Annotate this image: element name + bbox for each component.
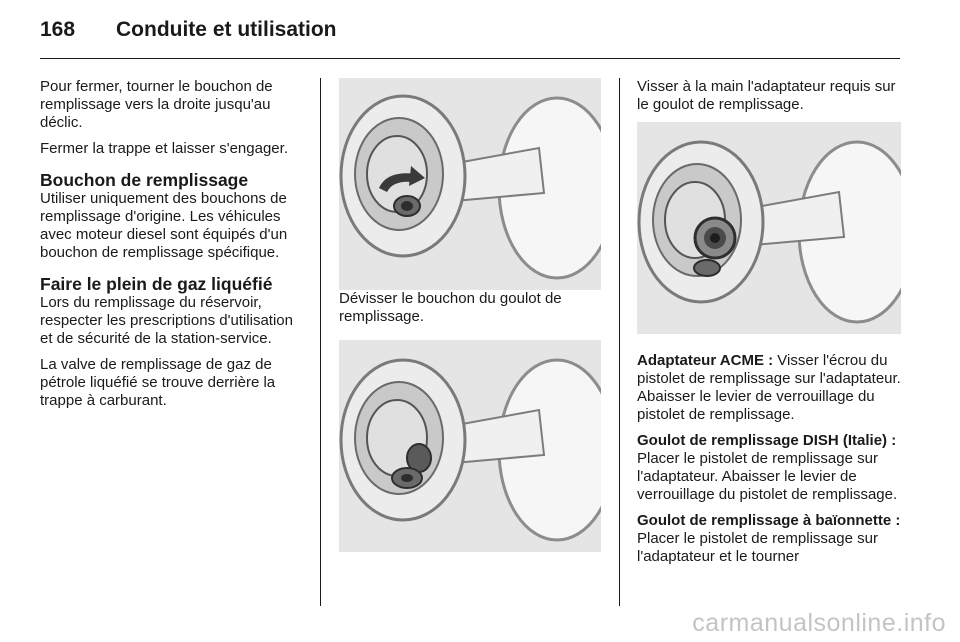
column-1 <box>40 78 306 418</box>
paragraph-fuel-cap: Utiliser uniquement des bouchons de remplissage d'origine. Les véhicules avec moteur diesel sont équipés d'un bouchon de remplissage spécifique. <box>40 190 288 261</box>
paragraph-acme <box>637 352 901 424</box>
adapter-illustration <box>637 122 901 334</box>
column-divider-left <box>320 78 321 606</box>
paragraph-lpg-safety: Lors du remplissage du réservoir, respecter les prescriptions d'utilisation et de sécurité de la station-service. <box>40 294 293 347</box>
paragraph-close-flap: Fermer la trappe et laisser s'engager. <box>40 140 288 157</box>
figure-lpg-valve <box>339 340 601 552</box>
paragraph-dish <box>637 432 901 504</box>
heading-lpg-refuel: Faire le plein de gaz liquéfié <box>40 274 273 294</box>
text-bayonet: Placer le pistolet de remplissage sur l'adaptateur et le tourner <box>637 530 878 565</box>
figure-adapter <box>637 122 901 334</box>
page-number: 168 <box>40 18 76 41</box>
label-dish: Goulot de remplissage DISH (Italie) : <box>637 432 897 449</box>
column-3 <box>637 78 901 574</box>
figure-unscrew-cap <box>339 78 601 290</box>
text-dish: Placer le pistolet de remplissage sur l'adaptateur. Abaisser le levier de verrouillage du pistolet de remplissage. <box>637 450 898 503</box>
paragraph-screw-adapter: Visser à la main l'adaptateur requis sur le goulot de remplissage. <box>637 78 896 113</box>
lpg-valve-illustration <box>339 340 601 552</box>
watermark: carmanualsonline.info <box>692 609 946 637</box>
heading-fuel-cap: Bouchon de remplissage <box>40 170 249 190</box>
caption-unscrew-cap: Dévisser le bouchon du goulot de remplissage. <box>339 290 562 325</box>
column-divider-right <box>619 78 620 606</box>
paragraph-lpg-valve: La valve de remplissage de gaz de pétrole liquéfié se trouve derrière la trappe à carburant. <box>40 356 276 409</box>
text-acme: Visser l'écrou du pistolet de remplissage sur l'adaptateur. Abaisser le levier de verrouillage du pistolet de remplissage. <box>637 352 901 423</box>
paragraph-closing-cap: Pour fermer, tourner le bouchon de remplissage vers la droite jusqu'au déclic. <box>40 78 273 131</box>
column-2 <box>339 78 601 552</box>
paragraph-bayonet <box>637 512 901 566</box>
fuel-flap-illustration <box>339 78 601 290</box>
label-bayonet: Goulot de remplissage à baïonnette : <box>637 512 901 529</box>
label-acme: Adaptateur ACME : <box>637 352 774 369</box>
page-title: Conduite et utilisation <box>116 18 337 41</box>
header-rule <box>40 58 900 59</box>
